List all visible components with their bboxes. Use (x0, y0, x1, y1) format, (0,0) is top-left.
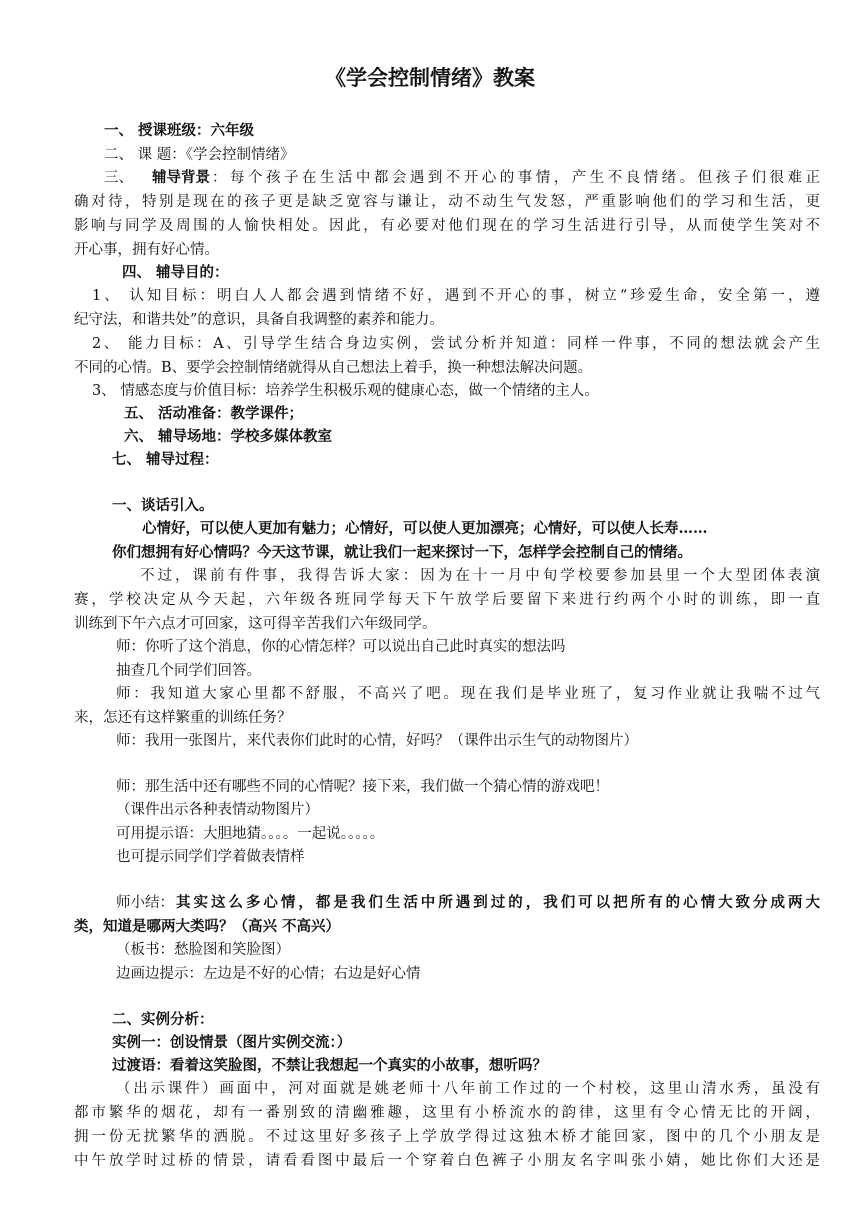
text-line-l20: 赛，学校决定从今天起，六年级各班同学每天下午放学后要留下来进行约两个小时的训练，即一直 (74, 592, 820, 608)
text-line-l25: 来，怎还有这样繁重的训练任务？ (74, 710, 292, 726)
text-line-l1: 一、 授课班级：六年级 (104, 122, 255, 139)
text-line-l29: 可用提示语：大胆地猜。。。。一起说。。。。。 (116, 826, 385, 842)
text-line-l13: 五、 活动准备：教学课件； (124, 405, 304, 422)
text-line-l31b: 其实这么多心情，都是我们生活中所遇到过的，我们可以把所有的心情大致分成两大 (176, 894, 820, 911)
text-line-l27: 师：那生活中还有哪些不同的心情呢？接下来，我们做一个猜心情的游戏吧！ (116, 779, 609, 795)
text-line-l36: 实例一：创设情景（图片实例交流：） (112, 1034, 352, 1051)
text-line-l28: （课件出示各种表情动物图片） (116, 802, 319, 818)
text-line-l30: 也可提示同学们学着做表情样 (116, 849, 305, 865)
text-line-l3c: ：每个孩子在生活中都会遇到不开心的事情，产生不良情绪。但孩子们很难正 (212, 170, 820, 186)
text-line-l8: 1、 认知目标：明白人人都会遇到情绪不好，遇到不开心的事，树立“珍爱生命，安全第一，遵 (92, 288, 820, 304)
text-line-l34: 边画边提示：左边是不好的心情；右边是好心情 (116, 966, 421, 982)
text-line-l31a: 师小结： (116, 895, 174, 911)
text-line-l15: 七、 辅导过程： (112, 451, 219, 468)
text-line-l9: 纪守法，和谐共处”的意识，具备自我调整的素养和能力。 (74, 312, 444, 328)
text-line-l17: 心情好，可以使人更加有魅力；心情好，可以使人更加漂亮；心情好，可以使人长寿…… (142, 520, 708, 537)
text-line-l3b: 辅导背景 (152, 169, 210, 186)
text-line-l6: 开心事，拥有好心情。 (74, 242, 219, 258)
text-line-l39: 都市繁华的烟花，却有一番别致的清幽雅趣，这里有小桥流水的韵律，这里有令心情无比的开阔， (74, 1105, 820, 1121)
text-line-l2: 二、 课 题：《学会控制情绪》 (104, 147, 295, 163)
text-line-l21: 训练到下午六点才可回家，这可得辛苦我们六年级同学。 (74, 616, 437, 632)
text-line-l41: 中午放学时过桥的情景，请看看图中最后一个穿着白色裤子小朋友名字叫张小婧，她比你们大还是 (74, 1153, 820, 1169)
text-line-l23: 抽查几个同学们回答。 (116, 663, 261, 679)
text-line-l5: 影响与同学及周围的人愉快相处。因此，有必要对他们现在的学习生活进行引导，从而使学生笑对不 (74, 218, 820, 234)
text-line-l7: 四、 辅导目的： (122, 264, 229, 281)
text-line-l18: 你们想拥有好心情吗？今天这节课，就让我们一起来探讨一下，怎样学会控制自己的情绪。 (112, 544, 692, 561)
text-line-l32: 类，知道是哪两大类吗？（高兴 不高兴） (74, 918, 341, 935)
text-line-l22: 师：你听了这个消息，你的心情怎样？可以说出自己此时真实的想法吗 (116, 639, 566, 655)
text-line-l37: 过渡语：看着这笑脸图，不禁让我想起一个真实的小故事，想听吗？ (112, 1057, 547, 1074)
text-line-l38: （出示课件）画面中，河对面就是姚老师十八年前工作过的一个村校，这里山清水秀，虽没有 (116, 1081, 820, 1097)
text-line-l3a: 三、 (104, 170, 133, 186)
text-line-l26: 师：我用一张图片，来代表你们此时的心情，好吗？（课件出示生气的动物图片） (116, 733, 638, 749)
page-title: 《学会控制情绪》教案 (325, 65, 535, 90)
text-line-l19: 不过，课前有件事，我得告诉大家：因为在十一月中旬学校要参加县里一个大型团体表演 (140, 568, 820, 584)
text-line-l33: （板书：愁脸图和笑脸图） (116, 942, 290, 958)
text-line-l4: 确对待，特别是现在的孩子更是缺乏宽容与谦让，动不动生气发怒，严重影响他们的学习和生活，更 (74, 194, 820, 210)
text-line-l10: 2、 能力目标：A、引导学生结合身边实例，尝试分析并知道：同样一件事，不同的想法就会产生 (92, 336, 820, 352)
text-line-l40: 拥一份无扰繁华的洒脱。不过这里好多孩子上学放学得过这独木桥才能回家，图中的几个小朋友是 (74, 1129, 820, 1145)
text-line-l35: 二、实例分析： (112, 1011, 214, 1028)
text-line-l16: 一、谈话引入。 (112, 497, 214, 514)
text-line-l11: 不同的心情。B、要学会控制情绪就得从自己想法上着手，换一种想法解决问题。 (74, 360, 593, 376)
text-line-l12: 3、 情感态度与价值目标：培养学生积极乐观的健康心态，做一个情绪的主人。 (92, 383, 599, 399)
text-line-l24: 师：我知道大家心里都不舒服，不高兴了吧。现在我们是毕业班了，复习作业就让我喘不过气 (116, 686, 820, 702)
text-line-l14: 六、 辅导场地：学校多媒体教室 (124, 428, 333, 445)
